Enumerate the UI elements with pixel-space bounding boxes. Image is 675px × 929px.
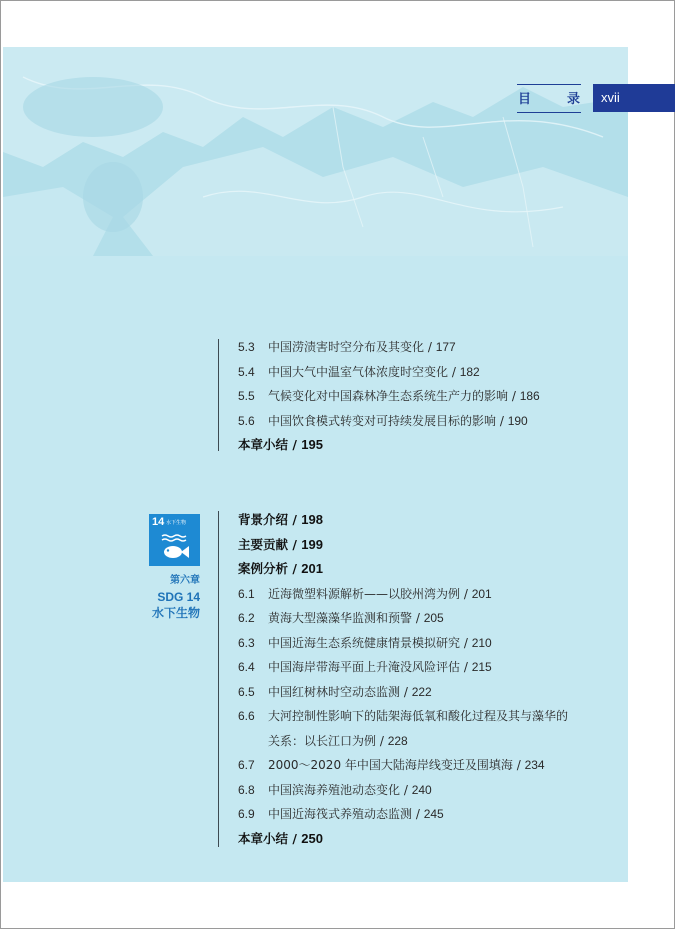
toc-entry-summary[interactable]: 本章小结 / 250: [238, 830, 323, 846]
toc-entry[interactable]: 6.5 中国红树林时空动态监测 / 222: [238, 684, 432, 699]
toc-entry-continued[interactable]: 关系：以长江口为例 / 228: [268, 733, 408, 748]
toc-entry[interactable]: 6.4 中国海岸带海平面上升淹没风险评估 / 215: [238, 660, 492, 674]
toc-entry[interactable]: 5.6 中国饮食模式转变对可持续发展目标的影响 / 190: [238, 413, 528, 428]
sdg-icon-label: 水下生物: [166, 520, 187, 526]
toc-entry-summary[interactable]: 本章小结 / 195: [238, 437, 323, 452]
chapter6-caption: [130, 573, 200, 621]
toc-entry[interactable]: 6.3 中国近海生态系统健康情景模拟研究 / 210: [238, 635, 492, 650]
toc-entry-case-analysis[interactable]: 案例分析 / 201: [238, 561, 323, 576]
fish-icon: [149, 514, 200, 566]
toc-entry[interactable]: 6.2 黄海大型藻藻华监测和预警 / 205: [238, 611, 444, 625]
satellite-map-banner: [3, 47, 628, 256]
toc-entry[interactable]: 5.3 中国涝渍害时空分布及其变化 / 177: [238, 340, 456, 354]
sdg-number: 14: [152, 516, 165, 528]
toc-entry[interactable]: 6.7 2000～2020 年中国大陆海岸线变迁及围填海 / 234: [238, 758, 545, 772]
toc-chapter5: [238, 335, 540, 458]
header-title-char2: 录: [566, 92, 580, 107]
page-number: xvii: [601, 90, 620, 105]
sdg14-icon: [149, 514, 200, 566]
chapter-number: 第六章: [170, 575, 200, 586]
toc-chapter6: [238, 508, 568, 851]
toc-entry[interactable]: 6.6 大河控制性影响下的陆架海低氧和酸化过程及其与藻华的: [238, 709, 569, 723]
toc-entry[interactable]: 5.5 气候变化对中国森林净生态系统生产力的影响 / 186: [238, 389, 540, 403]
page-number-tab: [593, 84, 675, 112]
chapter-name: 水下生物: [151, 606, 200, 620]
toc-entry[interactable]: 6.1 近海微塑料源解析——以胶州湾为例 / 201: [238, 586, 492, 601]
sdg-label: SDG 14: [157, 590, 200, 604]
toc-entry-background[interactable]: 背景介绍 / 198: [238, 512, 323, 527]
toc-divider-chapter6: [218, 511, 219, 847]
header-title: [518, 88, 580, 107]
toc-entry[interactable]: 5.4 中国大气中温室气体浓度时空变化 / 182: [238, 364, 480, 379]
toc-entry-contributions[interactable]: 主要贡献 / 199: [238, 536, 323, 552]
toc-entry[interactable]: 6.8 中国滨海养殖池动态变化 / 240: [238, 782, 432, 797]
header-title-char1: 目: [518, 92, 532, 107]
toc-divider-chapter5: [218, 339, 219, 451]
coastline-image: [3, 47, 628, 256]
toc-entry[interactable]: 6.9 中国近海筏式养殖动态监测 / 245: [238, 807, 444, 821]
